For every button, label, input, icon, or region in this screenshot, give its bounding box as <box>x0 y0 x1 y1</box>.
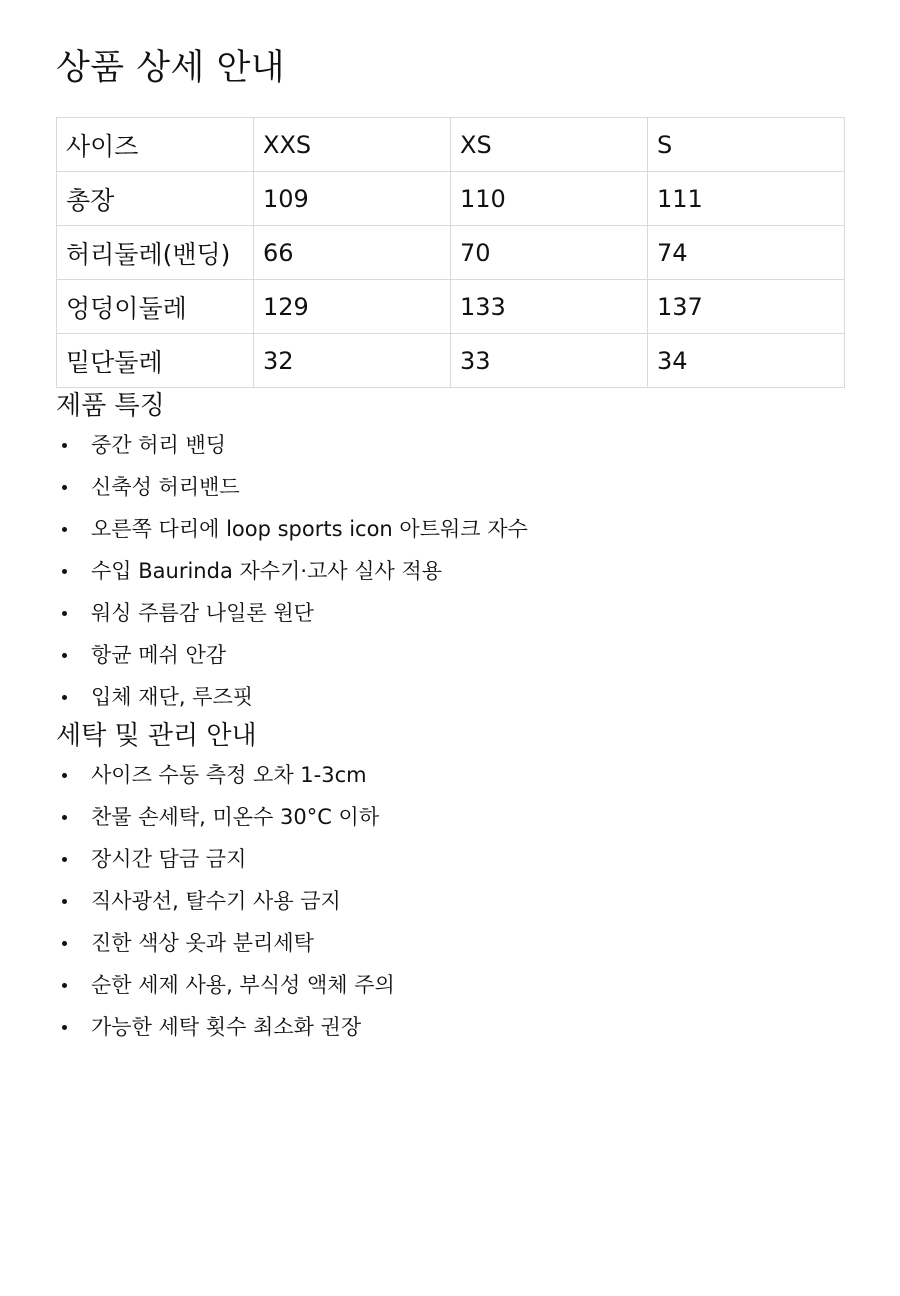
list-item <box>56 592 844 634</box>
row-header: 사이즈 <box>57 118 254 172</box>
list-item <box>56 634 844 676</box>
list-item <box>56 424 844 466</box>
table-cell: 32 <box>254 334 451 388</box>
list-item-text: 수입 Baurinda 자수기·고사 실사 적용 <box>91 559 443 583</box>
list-item-text: 오른쪽 다리에 loop sports icon 아트워크 자수 <box>91 517 528 541</box>
list-item-text: 항균 메쉬 안감 <box>91 643 227 667</box>
list-item-text: 직사광선, 탈수기 사용 금지 <box>91 889 341 913</box>
features-list <box>56 424 844 718</box>
table-cell: 66 <box>254 226 451 280</box>
care-list <box>56 754 844 1048</box>
list-item-text: 사이즈 수동 측정 오차 1-3cm <box>91 763 367 787</box>
list-item <box>56 880 844 922</box>
table-cell: 137 <box>648 280 845 334</box>
features-heading: 제품 특징 <box>56 391 165 421</box>
list-item-text: 워싱 주름감 나일론 원단 <box>91 601 314 625</box>
bullet-icon <box>62 443 67 448</box>
table-cell: XS <box>451 118 648 172</box>
bullet-icon <box>62 857 67 862</box>
list-item <box>56 964 844 1006</box>
bullet-icon <box>62 569 67 574</box>
row-header: 엉덩이둘레 <box>57 280 254 334</box>
table-cell: 133 <box>451 280 648 334</box>
bullet-icon <box>62 941 67 946</box>
bullet-icon <box>62 983 67 988</box>
bullet-icon <box>62 527 67 532</box>
table-row-length <box>57 172 845 226</box>
list-item-text: 찬물 손세탁, 미온수 30°C 이하 <box>91 805 380 829</box>
table-cell: 33 <box>451 334 648 388</box>
table-row-hip <box>57 280 845 334</box>
bullet-icon <box>62 653 67 658</box>
table-cell: 129 <box>254 280 451 334</box>
bullet-icon <box>62 815 67 820</box>
list-item-text: 가능한 세탁 횟수 최소화 권장 <box>91 1015 362 1039</box>
bullet-icon <box>62 695 67 700</box>
table-row-size <box>57 118 845 172</box>
bullet-icon <box>62 773 67 778</box>
care-heading: 세탁 및 관리 안내 <box>56 721 257 751</box>
list-item <box>56 922 844 964</box>
table-cell: 111 <box>648 172 845 226</box>
table-cell: XXS <box>254 118 451 172</box>
list-item <box>56 754 844 796</box>
row-header: 밑단둘레 <box>57 334 254 388</box>
bullet-icon <box>62 1025 67 1030</box>
table-cell: 109 <box>254 172 451 226</box>
table-cell: 34 <box>648 334 845 388</box>
table-row-hem <box>57 334 845 388</box>
table-cell: 70 <box>451 226 648 280</box>
table-row-waist <box>57 226 845 280</box>
list-item <box>56 508 844 550</box>
list-item-text: 진한 색상 옷과 분리세탁 <box>91 931 314 955</box>
list-item <box>56 550 844 592</box>
list-item <box>56 796 844 838</box>
table-cell: 74 <box>648 226 845 280</box>
list-item <box>56 676 844 718</box>
list-item <box>56 1006 844 1048</box>
list-item-text: 장시간 담금 금지 <box>91 847 247 871</box>
row-header: 허리둘레(밴딩) <box>57 226 254 280</box>
list-item <box>56 838 844 880</box>
row-header: 총장 <box>57 172 254 226</box>
size-table <box>56 117 845 388</box>
list-item-text: 신축성 허리밴드 <box>91 475 240 499</box>
list-item-text: 중간 허리 밴딩 <box>91 433 227 457</box>
list-item <box>56 466 844 508</box>
table-cell: S <box>648 118 845 172</box>
table-cell: 110 <box>451 172 648 226</box>
page-title: 상품 상세 안내 <box>56 48 286 88</box>
bullet-icon <box>62 611 67 616</box>
list-item-text: 입체 재단, 루즈핏 <box>91 685 254 709</box>
bullet-icon <box>62 899 67 904</box>
bullet-icon <box>62 485 67 490</box>
list-item-text: 순한 세제 사용, 부식성 액체 주의 <box>91 973 395 997</box>
